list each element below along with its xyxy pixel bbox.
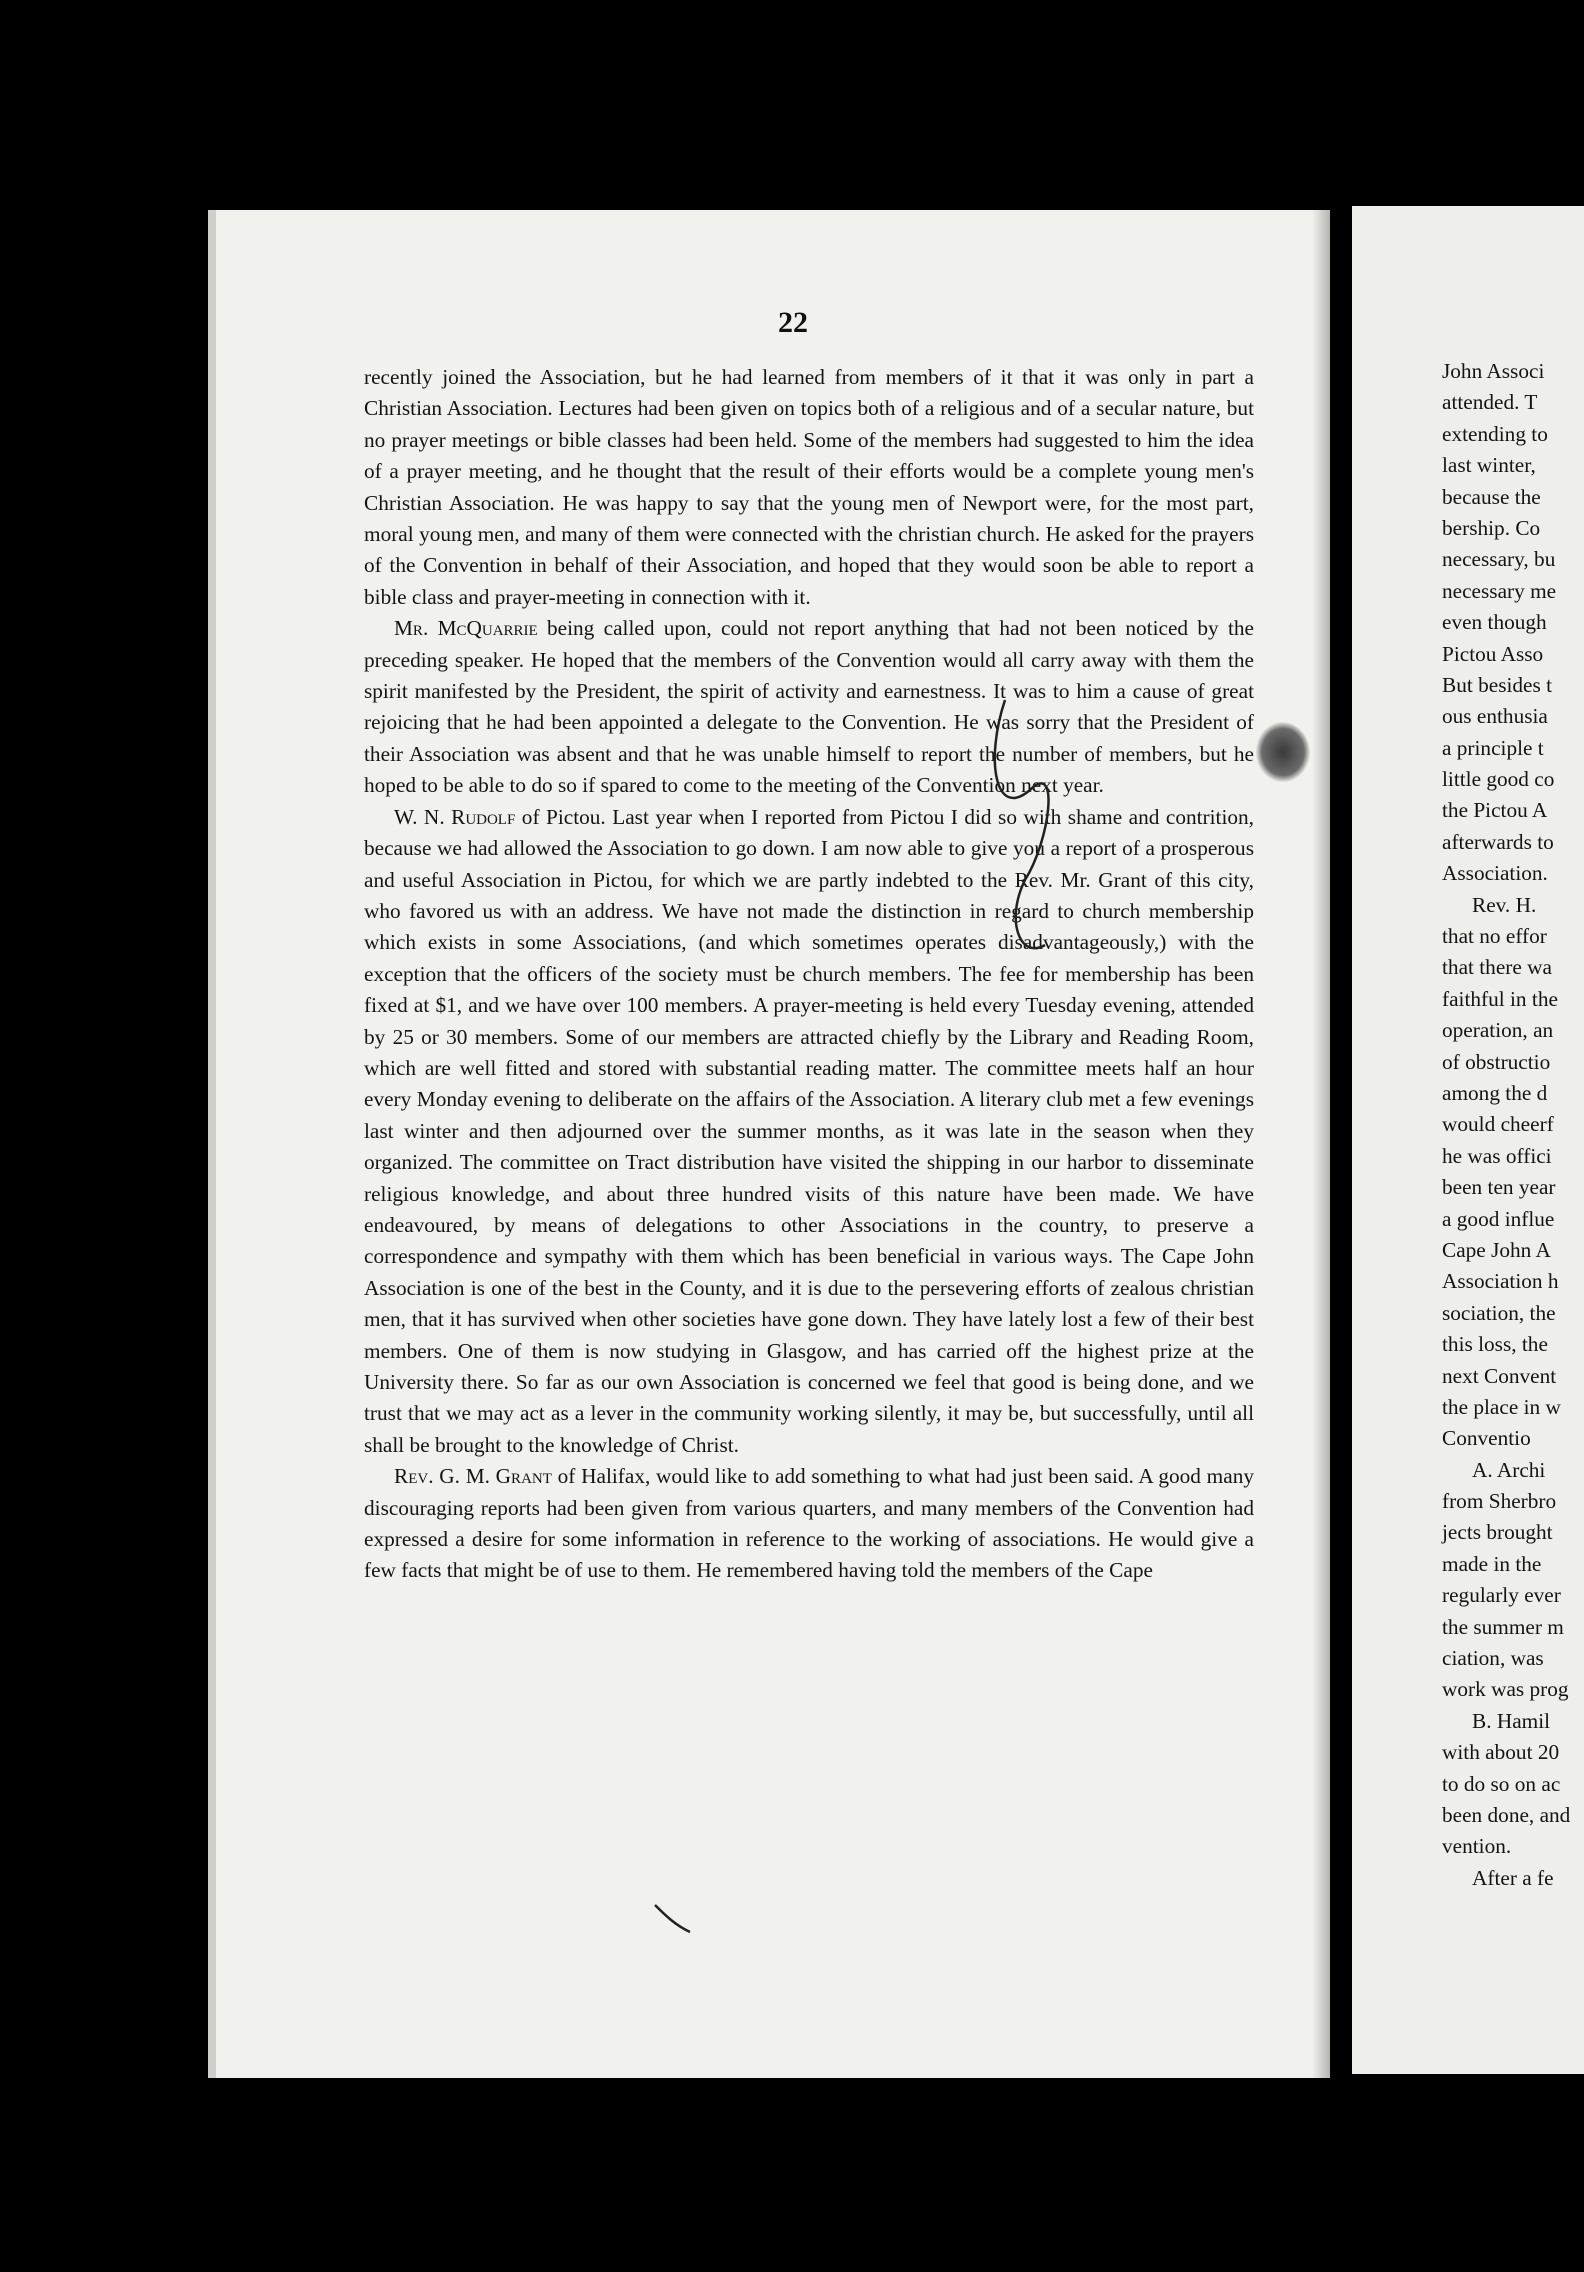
facing-page-line: operation, an xyxy=(1442,1018,1554,1043)
facing-page-line: work was prog xyxy=(1442,1677,1569,1702)
page-number: 22 xyxy=(778,306,808,339)
facing-page-line: he was offici xyxy=(1442,1143,1552,1168)
gutter-shadow xyxy=(1312,210,1330,2078)
facing-page-line: the Pictou A xyxy=(1442,798,1548,823)
facing-page-line: to do so on ac xyxy=(1442,1771,1561,1796)
facing-page-line: would cheerf xyxy=(1442,1112,1554,1137)
facing-page-line: Association. xyxy=(1442,861,1548,886)
facing-page-line: that there wa xyxy=(1442,955,1552,980)
speaker-text: being called upon, could not report anything that had not been noticed by the preceding speaker. He hoped that the members of the Convention would all carry away with them the spirit manifested by the President, the spirit of activity and earnestness. It was to him a cause of great rejoicing that he had been appointed a delegate to the Convention. He was sorry that the President of their Association was absent and that he was unable himself to report the number of members, but he hoped to be able to do so if spared to come to the meeting of the Convention next year. xyxy=(364,616,1254,798)
paragraph-mcquarrie xyxy=(364,613,1254,801)
facing-page-line: from Sherbro xyxy=(1442,1489,1557,1514)
speaker-text: of Halifax, would like to add something to what had just been said. A good many discouraging reports had been given from various quarters, and many members of the Convention had expressed a desire for some information in reference to the working of associations. He would give a few facts that might be of use to them. He remembered having told the members of the Cape xyxy=(364,1464,1254,1583)
facing-page-line: the place in w xyxy=(1442,1394,1561,1419)
facing-page-line: Pictou Asso xyxy=(1442,641,1544,666)
facing-page-line: little good co xyxy=(1442,767,1555,792)
facing-page-line: a principle t xyxy=(1442,735,1544,760)
facing-page-line: Association h xyxy=(1442,1269,1559,1294)
facing-page-line: After a fe xyxy=(1472,1865,1554,1890)
facing-page-line: A. Archi xyxy=(1472,1457,1546,1482)
facing-page-line: with about 20 xyxy=(1442,1740,1560,1765)
facing-page-line: even though xyxy=(1442,610,1547,635)
facing-page-line: jects brought xyxy=(1442,1520,1553,1545)
paragraph-grant xyxy=(364,1461,1254,1587)
facing-page-line: ciation, was xyxy=(1442,1646,1544,1671)
facing-page-line: sociation, the xyxy=(1442,1300,1556,1325)
facing-page-line: John Associ xyxy=(1442,359,1545,383)
paragraph-rudolf xyxy=(364,802,1254,1462)
facing-page-line: because the xyxy=(1442,484,1541,509)
speaker-name: Rev. G. M. Grant xyxy=(394,1464,552,1489)
speaker-text: of Pictou. Last year when I reported from Pictou I did so with shame and contrition, because we had allowed the Association to go down. I am now able to give you a report of a prosperous and useful Association in Pictou, for which we are partly indebted to the Rev. Mr. Grant of this city, who favored us with an address. We have not made the distinction in regard to church membership which exists in some Associations, (and which sometimes operates disadvantageously,) with the exception that the officers of the society must be church members. The fee for membership has been fixed at $1, and we have over 100 members. A prayer-meeting is held every Tuesday evening, attended by 25 or 30 members. Some of our members are attracted chiefly by the Library and Reading Room, which are well fitted and stored with substantial reading matter. The committee meets half an hour every Monday evening to deliberate on the affairs of the Association. A literary club met a few evenings last winter and then adjourned over the summer months, as it was late in the season when they organized. The committee on Tract distribution have visited the shipping in our harbor to disseminate religious knowledge, and about three hundred visits of this nature have been made. We have endeavoured, by means of delegations to other Associations in the country, to preserve a correspondence and sympathy with them which has been beneficial in various ways. The Cape John Association is one of the best in the County, and it is due to the persevering efforts of zealous christian men, that it has survived when other societies have gone down. They have lately lost a few of their best members. One of them is now studying in Glasgow, and has carried off the highest prize at the University there. So far as our own Association is concerned we feel that good is being done, and we trust that we may act as a lever in the community working silently, it may be, but successfully, until all shall be brought to the knowledge of Christ. xyxy=(364,804,1255,1457)
facing-page-line: faithful in the xyxy=(1442,986,1558,1011)
facing-page-text xyxy=(1442,356,1584,1894)
facing-page-line: been done, and xyxy=(1442,1802,1571,1827)
facing-page-line: attended. T xyxy=(1442,390,1538,415)
facing-page-line: that no effor xyxy=(1442,924,1547,949)
facing-page-line: afterwards to xyxy=(1442,829,1554,854)
facing-page-line: a good influe xyxy=(1442,1206,1555,1231)
facing-page-line: Rev. H. xyxy=(1472,892,1537,917)
facing-page-line: next Convent xyxy=(1442,1363,1557,1388)
facing-page-line: extending to xyxy=(1442,421,1548,446)
facing-page-line: vention. xyxy=(1442,1834,1512,1859)
facing-page-line: B. Hamil xyxy=(1472,1708,1551,1733)
facing-page-line: ous enthusia xyxy=(1442,704,1548,729)
facing-page-line: bership. Co xyxy=(1442,515,1541,540)
facing-page-line: been ten year xyxy=(1442,1175,1556,1200)
facing-page xyxy=(1352,206,1584,2074)
facing-page-line: last winter, xyxy=(1442,453,1536,478)
facing-page-line: Conventio xyxy=(1442,1426,1531,1451)
page-body xyxy=(364,362,1254,1587)
facing-page-line: this loss, the xyxy=(1442,1332,1548,1357)
facing-page-line: necessary, bu xyxy=(1442,547,1556,572)
facing-page-line: the summer m xyxy=(1442,1614,1564,1639)
facing-page-line: regularly ever xyxy=(1442,1583,1561,1608)
facing-page-line: Cape John A xyxy=(1442,1237,1551,1262)
speaker-name: Mr. McQuarrie xyxy=(394,616,538,641)
ink-blot xyxy=(1256,722,1310,782)
facing-page-line: made in the xyxy=(1442,1551,1542,1576)
left-page xyxy=(208,210,1330,2078)
speaker-name: W. N. Rudolf xyxy=(394,804,516,829)
facing-page-line: But besides t xyxy=(1442,672,1553,697)
facing-page-line: among the d xyxy=(1442,1080,1548,1105)
paragraph-newport: recently joined the Association, but he had learned from members of it that it was only in part a Christian Association. Lectures had been given on topics both of a religious and of a secular nature, but no prayer meetings or bible classes had been held. Some of the members had suggested to him the idea of a prayer meeting, and he thought that the result of their efforts would be a complete young men's Christian Association. He was happy to say that the young men of Newport were, for the most part, moral young men, and many of them were connected with the christian church. He asked for the prayers of the Convention in behalf of their Association, and hoped that they would soon be able to report a bible class and prayer-meeting in connection with it. xyxy=(364,365,1254,609)
facing-page-line: of obstructio xyxy=(1442,1049,1551,1074)
facing-page-line: necessary me xyxy=(1442,578,1557,603)
